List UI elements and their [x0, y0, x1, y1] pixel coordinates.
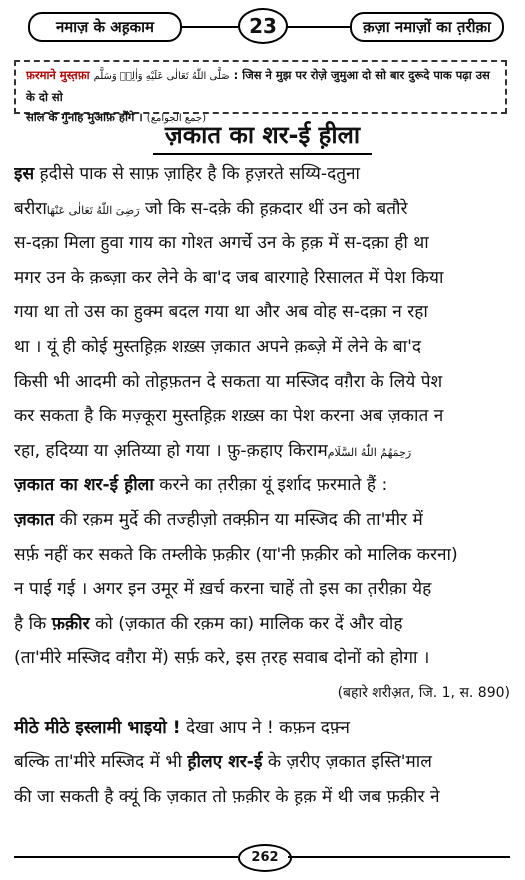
- banner-source: (جمع الجوامع): [146, 113, 206, 124]
- line-text: गया था तो उस का हुक्म बदल गया था और अब वोह स-दक़ा न रहा: [14, 302, 428, 323]
- line-bold: ह़ीलए शर-ई: [187, 752, 263, 773]
- reference-citation: (बहारे शरीअ़त, जि. 1, स. 890): [337, 684, 510, 701]
- text-line: [14, 503, 510, 538]
- text-line: [14, 192, 510, 227]
- header-rule-right: [286, 26, 350, 28]
- text-line: [14, 261, 510, 296]
- line-text: है कि: [14, 613, 52, 634]
- text-line: [14, 676, 510, 711]
- text-line: [14, 607, 510, 642]
- text-line: [14, 434, 510, 469]
- banner-label: फ़रमाने मुस्त़फ़ा: [26, 68, 90, 82]
- line-text: (ता'मीरे मस्जिद वग़ैरा में) सर्फ़ करे, इस त़रह सवाब दोनों को होगा ।: [14, 648, 430, 669]
- header-book-title: नमाज़ के अह़काम: [28, 12, 182, 42]
- line-bold: फ़क़ीर: [51, 613, 90, 634]
- line-text: किसी भी आदमी को तोह़फ़तन दे सकता या मस्जिद वग़ैरा के लिये पेश: [14, 371, 443, 392]
- line-text: की रक़म मुर्दे की तज्हीज़ो तक्फ़ीन या मस्जिद की ता'मीर में: [54, 509, 423, 530]
- footer-rule-left: [14, 856, 238, 858]
- line-bold: ज़कात: [14, 509, 55, 530]
- footer-page-number: 262: [238, 844, 292, 872]
- banner-text-1: : जिस ने मुझ पर रोज़े जुमुआ दो सो बार दुरूदे पाक पढ़ा उस के दो सो: [26, 68, 490, 104]
- footer-rule-right: [288, 856, 510, 858]
- text-line: [14, 641, 510, 676]
- line-text: ह़दीसे पाक से साफ़ ज़ाहिर है कि ह़ज़रते सय्यि-दतुना: [34, 164, 361, 184]
- header-rule-left: [180, 26, 238, 28]
- text-line: [14, 538, 510, 573]
- banner-salawat: صَلَّى اللّٰهُ تَعَالٰى عَلَيْهِ وَاٰلِهٖ وَسَلَّم: [93, 71, 230, 82]
- line-bold: इस: [14, 164, 35, 184]
- line-bold: ज़कात का शर-ई ह़ीला: [14, 475, 154, 496]
- line-text-2: को (ज़कात की रक़म का) मालिक कर दें और वोह: [89, 613, 403, 634]
- line-text: था । यूं ही कोई मुस्तह़िक़ शख़्स ज़कात अपने क़ब्ज़े में लेने के बा'द: [14, 336, 421, 357]
- line-text: की जा सकती है क्यूं कि ज़कात तो फ़क़ीर के ह़क़ में थी जब फ़क़ीर ने: [14, 786, 440, 807]
- line-bold: मीठे मीठे इस्लामी भाइयो !: [14, 717, 181, 738]
- arabic-honorific: رَحِمَهُمُ اللّٰهُ السَّلَام: [327, 445, 412, 459]
- line-text: कर सकता है कि मज़्कूरा मुस्तह़िक़ शख़्स का पेश करना अब ज़कात न: [14, 406, 444, 427]
- line-text: रहा, हदिय्या या अ़तिय्या हो गया । फ़ु-क़हाए किराम: [14, 440, 328, 461]
- arabic-honorific: رَضِیَ اللّٰهُ تَعَالٰی عَنْهَا: [46, 203, 140, 217]
- page-header: [0, 8, 525, 48]
- section-title: ज़कात का शर-ई ह़ीला: [153, 118, 372, 155]
- line-text: सर्फ़ नहीं कर सकते कि तम्लीके फ़क़ीर (या'नी फ़क़ीर को मालिक करना): [14, 544, 458, 565]
- line-text: करने का त़रीक़ा यूं इर्शाद फ़रमाते हैं :: [153, 475, 388, 496]
- hadith-banner: [14, 60, 507, 124]
- text-line: [14, 399, 510, 434]
- line-text-2: जो कि स-दक़े की ह़क़दार थीं उन को बतौरे: [139, 198, 408, 219]
- title-wrap: [0, 118, 525, 155]
- page-footer: [0, 842, 525, 872]
- line-text: स-दक़ा मिला हुवा गाय का गोश्त अगर्चे उन के ह़क़ में स-दक़ा ही था: [14, 233, 429, 254]
- text-line: [14, 745, 510, 780]
- header-chapter-title: क़ज़ा नमाज़ों का त़रीक़ा: [350, 12, 504, 42]
- text-line: [14, 330, 510, 365]
- line-text-2: के ज़रीए ज़कात इस्ति'माल: [262, 752, 432, 773]
- text-line: [14, 157, 510, 192]
- header-page-number: 23: [238, 8, 288, 44]
- text-line: [14, 780, 510, 815]
- line-text: बरीरा: [14, 198, 47, 219]
- banner-line-1: [26, 65, 495, 107]
- line-text: न पाई गई । अगर इन उमूर में ख़र्च करना चाहें तो इस का त़रीक़ा येह: [14, 579, 432, 600]
- line-text: मगर उन के क़ब्ज़ा कर लेने के बा'द जब बारगाहे रिसालत में पेश किया: [14, 267, 444, 288]
- text-line: [14, 572, 510, 607]
- text-line: [14, 468, 510, 503]
- line-text: देखा आप ने ! कफ़न दफ़्न: [180, 717, 350, 738]
- text-line: [14, 711, 510, 746]
- line-text: बल्कि ता'मीरे मस्जिद में भी: [14, 752, 188, 773]
- text-line: [14, 226, 510, 261]
- text-line: [14, 295, 510, 330]
- text-line: [14, 365, 510, 400]
- body-text: [14, 157, 510, 814]
- banner-text-2: साल के गुनाह मुआफ़ होंगे ।: [26, 110, 143, 124]
